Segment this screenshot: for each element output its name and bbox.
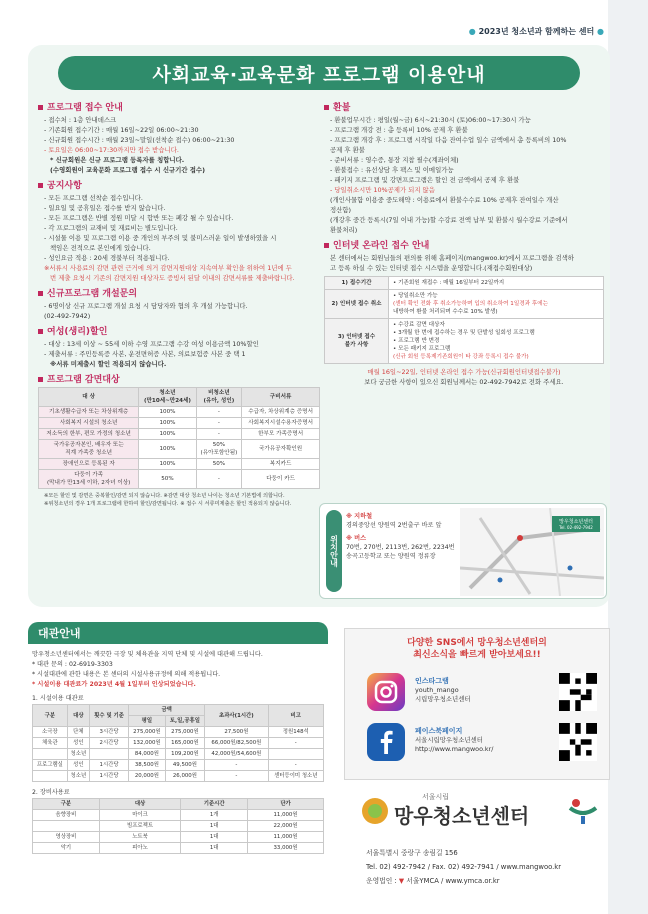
- phone-line: Tel. 02) 492-7942 / Fax. 02) 492-7941 / www.mangwoo.kr: [366, 863, 562, 871]
- table-header: 비고: [268, 705, 323, 727]
- contact-info: [366, 846, 561, 888]
- sns-headline: 다양한 SNS에서 망우청소년센터의 최신소식을 빠르게 받아보세요!!: [407, 638, 547, 660]
- table-cell: 1대: [181, 832, 248, 843]
- table-header: 구분: [33, 799, 100, 810]
- table-cell: 영상장비: [33, 832, 100, 843]
- table-cell: 109,200원: [165, 749, 205, 760]
- table-cell: [89, 749, 128, 760]
- seoul-logo-icon: [566, 796, 600, 826]
- table-header: 구분: [33, 705, 68, 727]
- table-cell: 100%: [139, 429, 196, 440]
- table-cell: 3시간당: [89, 727, 128, 738]
- notice-item: - 모든 프로그램 선착순 접수입니다.: [44, 194, 143, 202]
- online-row-line: (센터 확인 전화 후 취소가능하며 입의 취소하여 1일경과 후에는: [393, 301, 549, 307]
- table-cell: 한부모 가족증명서: [242, 429, 320, 440]
- facebook-row[interactable]: [367, 723, 597, 767]
- table-cell: 2시간당: [89, 738, 128, 749]
- table-cell: 정원148석: [268, 727, 323, 738]
- notice-item: 책임은 전적으로 본인에게 있습니다.: [50, 244, 151, 252]
- table-cell: 165,000원: [165, 738, 205, 749]
- table-cell: 복지카드: [242, 459, 320, 470]
- table-cell: 100%: [139, 459, 196, 470]
- table-cell: -: [268, 738, 323, 749]
- refund-item: 공제 후 환불: [330, 146, 365, 154]
- women-item: - 제출서류 : 주민등록증 사본, 운전면허증 사본, 의료보험증 사본 중 택 1: [44, 350, 246, 358]
- center-logo-icon: [360, 796, 390, 826]
- table-header: 초과사(1시간): [205, 705, 268, 727]
- table-cell: [33, 771, 68, 782]
- discount-footnote: ※위청소년의 경우 1개 프로그램에 한하여 할인/감면됩니다. ※ 접수 시 서류미제출은 할인 적용되지 않습니다.: [44, 501, 292, 507]
- table-cell: 장애인으로 등록된 자: [39, 459, 139, 470]
- notice-item: - 성인요금 적용 : 20세 경불부터 적용됩니다.: [44, 254, 170, 262]
- online-row-line: • 모든 패키지 프로그램: [393, 346, 451, 352]
- page-edge-band: [608, 0, 648, 914]
- table-cell: 1대: [181, 843, 248, 854]
- table-cell: 성인: [67, 738, 89, 749]
- table-header: 청소년 (만10세~만24세): [139, 388, 196, 407]
- table-cell: 센터등이미 청소년: [268, 771, 323, 782]
- notice-item: - 모든 프로그램은 반별 정원 미달 시 합반 또는 폐강 될 수 있습니다.: [44, 214, 234, 222]
- rental-intro: 망우청소년센터에서는 깨끗한 극장 및 체육관을 지역 단체 및 시설에 대관해 드립니다.: [32, 651, 263, 658]
- table-cell: 275,000원: [129, 727, 165, 738]
- women-item: - 대상 : 13세 이상 ~ 55세 이하 수영 프로그램 수강 여성 이용금액 10%할인: [44, 340, 259, 348]
- table-cell: 100%: [139, 407, 196, 418]
- refund-item: - 패키지 프로그램 및 강면프로그램은 할인 전 금액에서 공제 후 환불: [330, 176, 520, 184]
- table-cell: 저소득의 한부, 편모 가정의 청소년: [39, 429, 139, 440]
- refund-item: - 프로그램 개강 전 : 총 등록비 10% 공제 후 환불: [330, 126, 468, 134]
- newprog-item: (02-492-7942): [44, 312, 91, 320]
- table-row: [39, 440, 320, 459]
- location-box: [319, 503, 607, 599]
- receipt-item: - 신규회원 접수시간 : 매월 23일~말일(선착순 접수) 06:00~21:30: [44, 136, 235, 144]
- table-row: [33, 771, 324, 782]
- table-cell: [268, 749, 323, 760]
- table-header: 토,일,공휴일: [165, 716, 205, 727]
- table-row: [33, 727, 324, 738]
- header-tagline: ● 2023년 청소년과 함께하는 센터 ●: [468, 27, 604, 36]
- table-row: [33, 749, 324, 760]
- table-cell: 사회복지시설수용자증명서: [242, 418, 320, 429]
- facebook-qr-icon[interactable]: [559, 723, 597, 761]
- table-cell: [33, 821, 100, 832]
- table-cell: 소극장: [33, 727, 68, 738]
- notice-warning: 번 제출 요청시 기존의 감면지원 대상자도 증빙서 된달 이내의 감면서류를 제출바랍니다.: [50, 274, 295, 282]
- table-header: 대상: [67, 705, 89, 727]
- receipt-title: 프로그램 접수 안내: [38, 103, 320, 113]
- table-cell: -: [196, 429, 242, 440]
- receipt-item: - 토요일은 06:00~17:30까지만 접수 받습니다.: [44, 146, 179, 154]
- notice-warning: ※서류시 사용료의 감면 관련 근거에 의거 감면지원대상 지속여부 확인을 위하여 1년에 두: [44, 264, 292, 272]
- table-row: [33, 810, 324, 821]
- table-cell: 수급자, 차상위계층 증명서: [242, 407, 320, 418]
- online-row-line: (신규 회원 등록제기존회원이 타 강좌 등록시 접수 불가): [393, 354, 529, 360]
- online-row-line: • 프로그램 반 변경: [393, 338, 440, 344]
- table-cell: 275,000원: [165, 727, 205, 738]
- table-cell: 국가유공자확인원: [242, 440, 320, 459]
- bus-title: ※ 버스: [346, 535, 367, 542]
- table-row: [33, 821, 324, 832]
- table-header: 대상: [99, 799, 180, 810]
- table-header: 단가: [248, 799, 324, 810]
- table-cell: 악기: [33, 843, 100, 854]
- table-cell: 마이크: [99, 810, 180, 821]
- online-row-label: 3) 인터넷 접수 불가 사항: [325, 319, 389, 364]
- discount-table: [38, 387, 320, 489]
- receipt-note: * 신규회원은 신규 프로그램 등록자를 칭합니다.: [50, 156, 185, 164]
- receipt-item: - 기존회원 접수기간 : 매월 16일~22일 06:00~21:30: [44, 126, 199, 134]
- notice-item: - 각 프로그램의 교재비 및 재료비는 별도입니다.: [44, 224, 178, 232]
- refund-item: 환불처리): [330, 226, 358, 234]
- table-cell: 프로그램실: [33, 760, 68, 771]
- table-cell: 빔프로젝트: [99, 821, 180, 832]
- table-cell: 20,000원: [129, 771, 165, 782]
- table-row: [39, 470, 320, 489]
- online-note: 매월 16일~22일, 인터넷 온라인 접수 가능(신규회원인터넷접수불가): [367, 368, 561, 376]
- table-cell: [33, 749, 68, 760]
- rental-table1-title: 1. 시설이용 대관료: [32, 695, 84, 702]
- facility-fee-table: [32, 704, 324, 782]
- right-column: [324, 97, 604, 387]
- refund-item: - 준비서류 : 영수증, 통장 지참 필수(계좌이체): [330, 156, 459, 164]
- online-row-line: • 당일취소만 가능: [393, 293, 438, 299]
- online-intro: 본 센터에서는 회원님들의 편의를 위해 홈페이지(mangwoo.kr)에서 프로그램을 검색하: [330, 254, 574, 262]
- table-cell: -: [205, 771, 268, 782]
- rental-item: * 대관 문의 : 02-6919-3303: [32, 661, 113, 668]
- table-row: [33, 843, 324, 854]
- table-row: [33, 832, 324, 843]
- online-row-label: 1) 접수기간: [325, 277, 389, 290]
- rental-title: 대관안내: [28, 622, 328, 644]
- address: 서울특별시 중랑구 송림길 156: [366, 849, 458, 857]
- table-cell: 성인: [67, 760, 89, 771]
- table-header: 비청소년 (유아, 성인): [196, 388, 242, 407]
- online-intro: 고 등록 하실 수 있는 인터넷 접수 시스템을 운영합니다.(재접수회원대상): [330, 264, 533, 272]
- facebook-icon[interactable]: [367, 723, 405, 761]
- bus-info: 송곡고등학교 또는 양원역 정류장: [346, 553, 436, 560]
- subway-info: 경의중앙선 양원역 2번출구 바로 앞: [346, 522, 442, 529]
- subway-title: ※ 지하철: [346, 513, 373, 520]
- refund-item: (개인사물함 이용중 중도해약 : 이용료에서 환불수수료 10% 공제후 잔여일수 개산: [330, 196, 559, 204]
- refund-item: (개강후 중간 등록시(7일 이내 가능)할 수강료 전액 납부 및 환불시 월수강료 기준에서: [330, 216, 568, 224]
- table-row: [33, 760, 324, 771]
- left-column: [38, 97, 320, 508]
- operator: 운영법인 : ▼ 서울YMCA / www.ymca.or.kr: [366, 877, 500, 885]
- table-cell: -: [268, 760, 323, 771]
- table-header: 횟수 및 기준: [89, 705, 128, 727]
- sns-box: [344, 628, 610, 780]
- discount-footnote: ※모든 할인 및 감면은 중복할인/감면 되지 않습니다. ※감면 대상 청소년 나이는 청소년 기본법에 의합니다.: [44, 493, 285, 499]
- table-row: [39, 418, 320, 429]
- online-row-line: 내방하여 환불 처리되며 수수료 10% 발생): [393, 309, 498, 315]
- table-cell: 다둥이 가족 (막내가 만13세 이하, 2자녀 이상): [39, 470, 139, 489]
- online-row-detail: [389, 277, 604, 290]
- table-cell: 단체: [67, 727, 89, 738]
- table-header: 평일: [129, 716, 165, 727]
- table-header: 금액: [129, 705, 205, 716]
- table-cell: 50% (유아포함안됨): [196, 440, 242, 459]
- table-cell: -: [196, 407, 242, 418]
- table-header: 기준시간: [181, 799, 248, 810]
- table-cell: 27,500원: [205, 727, 268, 738]
- program-guide-panel: [28, 45, 610, 607]
- instagram-row[interactable]: [367, 673, 597, 717]
- table-cell: 132,000원: [129, 738, 165, 749]
- notice-item: - 시설물 이용 및 프로그램 이용 중 개인의 부주의 및 불미스러운 일이 발생하였을 시: [44, 234, 277, 242]
- bus-info: 70번, 270번, 2113번, 262번, 2234번: [346, 544, 455, 551]
- table-header: 구비서류: [242, 388, 320, 407]
- rental-section: [28, 622, 328, 860]
- table-cell: 66,000원/82,500원: [205, 738, 268, 749]
- table-cell: 청소년: [67, 771, 89, 782]
- table-row: [33, 738, 324, 749]
- online-title: 인터넷 온라인 접수 안내: [324, 241, 604, 251]
- refund-item: - 환불업무시간 : 평일(월~금) 6시~21:30시 (토)06:00~17:30시 가능: [330, 116, 531, 124]
- table-cell: -: [196, 470, 242, 489]
- table-row: [39, 429, 320, 440]
- center-logo: 서울시립 망우청소년센터: [360, 790, 600, 830]
- table-header: 대 상: [39, 388, 139, 407]
- rental-table2-title: 2. 장비사용료: [32, 789, 70, 796]
- table-cell: 100%: [139, 418, 196, 429]
- online-row-label: 2) 인터넷 접수 취소: [325, 290, 389, 319]
- table-row: [39, 459, 320, 470]
- notice-title: 공지사항: [38, 181, 320, 191]
- table-cell: 38,500원: [129, 760, 165, 771]
- table-row: [325, 319, 604, 364]
- newprog-item: - 6명이상 신규 프로그램 개설 요청 시 담당자와 협의 후 개설 가능합니다.: [44, 302, 248, 310]
- table-row: [39, 407, 320, 418]
- refund-item: - 당일취소시만 10%공제가 되지 않음: [330, 186, 435, 194]
- refund-item: - 환불접수 : 유선상담 후 팩스 및 이메일가능: [330, 166, 454, 174]
- online-row-detail: [389, 319, 604, 364]
- receipt-note: (수영회원이 교육문화 프로그램 접수 시 신규기간 접수): [50, 166, 206, 174]
- table-cell: 50%: [196, 459, 242, 470]
- table-cell: -: [205, 760, 268, 771]
- online-row-line: • 수강료 감면 대상자: [393, 322, 445, 328]
- table-cell: 청소년: [67, 749, 89, 760]
- table-cell: 1시간당: [89, 771, 128, 782]
- table-cell: 84,000원: [129, 749, 165, 760]
- instagram-text: 인스타그램 youth_mango 시립망우청소년센터: [415, 677, 471, 703]
- online-row-line: • 3개월 한 번에 접수하는 경우 및 단발성 일회성 프로그램: [393, 330, 535, 336]
- table-row: [325, 290, 604, 319]
- women-note: ※서류 미제출시 할인 적용되지 않습니다.: [50, 360, 167, 368]
- table-row: [325, 277, 604, 290]
- facebook-text: 페이스북페이지 서울시립망우청소년센터 http://www.mangwoo.kr/: [415, 727, 494, 753]
- location-tab: 위치안내: [326, 510, 342, 592]
- table-cell: 11,000원: [248, 810, 324, 821]
- table-cell: 33,000원: [248, 843, 324, 854]
- location-map: [460, 508, 604, 596]
- table-cell: 100%: [139, 440, 196, 459]
- refund-item: 정산함): [330, 206, 352, 214]
- table-cell: 1시간당: [89, 760, 128, 771]
- online-row-line: • 기존회원 재접수 : 매월 16일부터 22일까지: [393, 280, 505, 286]
- refund-title: 환불: [324, 103, 604, 113]
- refund-item: - 프로그램 개강 후 : 프로그램 시작일 다음 잔여수업 일수 금액에서 총 등록비의 10%: [330, 136, 567, 144]
- table-cell: 음향장비: [33, 810, 100, 821]
- location-text: [346, 512, 456, 561]
- table-cell: 국가유공자본인, 배우자 또는 직계 가족중 청소년: [39, 440, 139, 459]
- discount-title: 프로그램 감면대상: [38, 375, 320, 385]
- instagram-icon[interactable]: [367, 673, 405, 711]
- table-cell: 26,000원: [165, 771, 205, 782]
- table-cell: 다둥이 카드: [242, 470, 320, 489]
- rental-item: * 시설이용 대관료가 2023년 4월 1일부터 인상되었습니다.: [32, 681, 196, 688]
- online-note: 보다 궁금한 사항이 있으신 회원님께서는 02-492-7942로 전화 주세요.: [364, 378, 564, 386]
- equipment-fee-table: [32, 798, 324, 854]
- table-cell: 사회복지 시설의 청소년: [39, 418, 139, 429]
- table-cell: 기초생활수급자 또는 차상위계층: [39, 407, 139, 418]
- online-table: [324, 276, 604, 364]
- table-cell: 노트북: [99, 832, 180, 843]
- table-cell: 22,000원: [248, 821, 324, 832]
- instagram-qr-icon[interactable]: [559, 673, 597, 711]
- table-cell: 50%: [139, 470, 196, 489]
- notice-item: - 일요일 및 공휴일은 접수를 받지 않습니다.: [44, 204, 166, 212]
- table-cell: 1대: [181, 821, 248, 832]
- women-title: 여성(생리)할인: [38, 327, 320, 337]
- table-cell: 피아노: [99, 843, 180, 854]
- map-center-tel: Tel. 02-492-7942: [559, 525, 593, 530]
- table-cell: 체육관: [33, 738, 68, 749]
- online-row-detail: [389, 290, 604, 319]
- table-cell: 1개: [181, 810, 248, 821]
- table-cell: 42,000원/54,600원: [205, 749, 268, 760]
- table-cell: -: [196, 418, 242, 429]
- page-title: 사회교육·교육문화 프로그램 이용안내: [58, 56, 580, 90]
- newprog-title: 신규프로그램 개설문의: [38, 289, 320, 299]
- table-cell: 11,000원: [248, 832, 324, 843]
- table-cell: 49,500원: [165, 760, 205, 771]
- rental-item: * 시설대관에 관한 내용은 본 센터의 시설사용규정에 의해 적용됩니다.: [32, 671, 221, 678]
- receipt-item: - 접수처 : 1층 안내데스크: [44, 116, 117, 124]
- map-center-label: 망우청소년센터: [559, 519, 593, 525]
